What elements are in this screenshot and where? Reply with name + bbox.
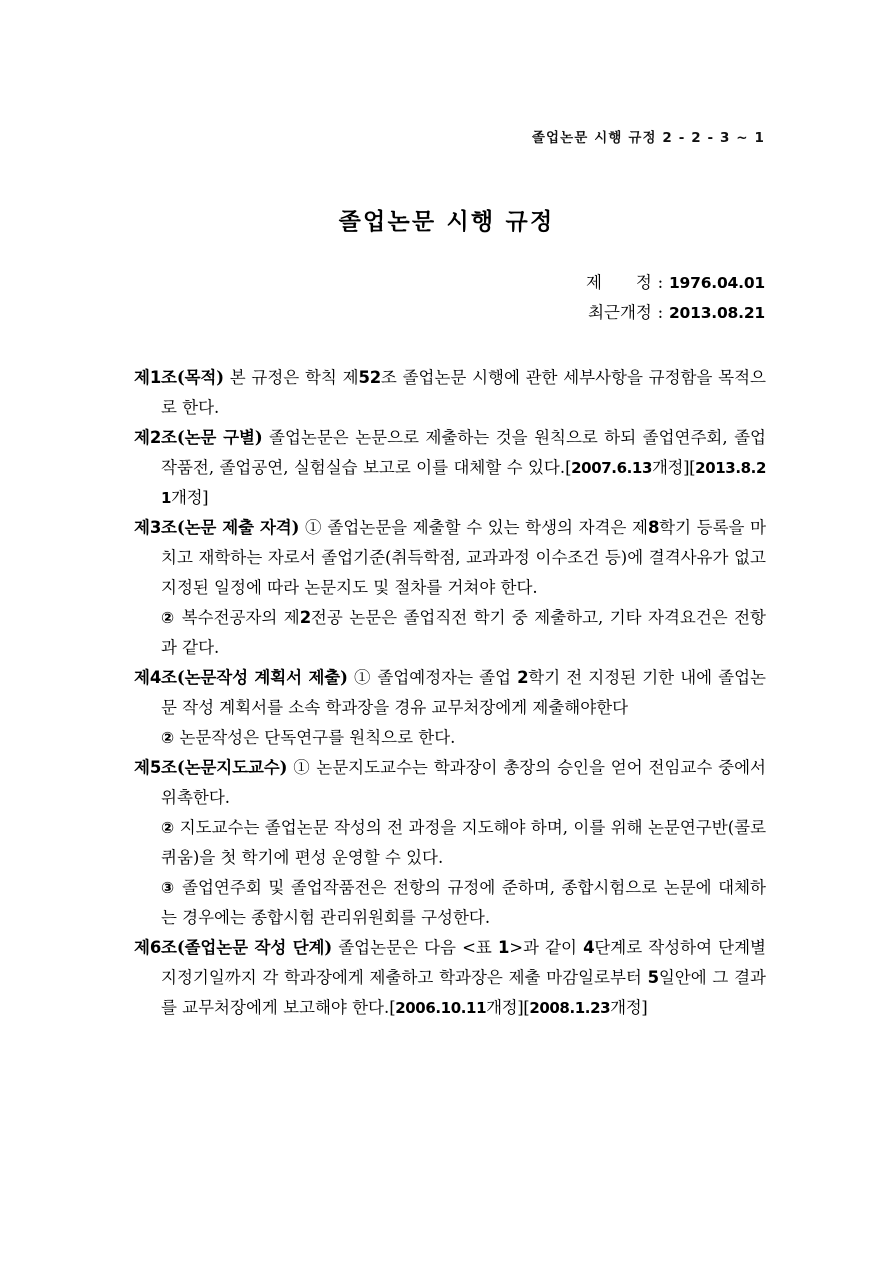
clause-text: 논문작성은 단독연구를 원칙으로 한다. [174, 728, 456, 747]
enactment-dates [586, 268, 765, 328]
inline-numeral: 52 [358, 368, 381, 387]
article-6-heading: 제6조(졸업논문 작성 단계) [134, 938, 333, 957]
article-3-text: ① 졸업논문을 제출할 수 있는 학생의 자격은 제8학기 등록을 마치고 재학하는 자로서 졸업기준(취득학점, 교과과정 이수조건 등)에 결격사유가 없고 지정된 일정에 따라 논문지도 및 절차를 거쳐야 한다. [161, 518, 767, 597]
article-1-paragraph [134, 363, 766, 423]
enactment-date-value: 1976.04.01 [668, 274, 765, 292]
article-3-clause-2 [134, 603, 766, 663]
running-header: 졸업논문 시행 규정 2 - 2 - 3 ~ 1 [531, 130, 765, 146]
article-2-text: 졸업논문은 논문으로 제출하는 것을 원칙으로 하되 졸업연주회, 졸업작품전, 졸업공연, 실험실습 보고로 이를 대체할 수 있다.[2007.6.13개정][2013.8.21개정] [161, 428, 766, 507]
inline-numeral: 5 [149, 758, 162, 777]
article-1-text: 본 규정은 학칙 제52조 졸업논문 시행에 관한 세부사항을 규정함을 목적으로 한다. [161, 368, 766, 417]
revision-label: 최근개정 [588, 303, 652, 322]
inline-numeral: 3 [149, 518, 162, 537]
inline-numeral: 1 [498, 938, 510, 957]
article-4-paragraph [134, 663, 766, 723]
article-1-heading: 제1조(목적) [134, 368, 224, 387]
article-2-paragraph [134, 423, 766, 513]
article-3-paragraph [134, 513, 766, 603]
article-6 [134, 933, 766, 1023]
article-2 [134, 423, 766, 513]
enactment-label: 제 [585, 273, 602, 292]
inline-numeral: 2 [299, 608, 311, 627]
clause-marker: ③ [161, 879, 176, 897]
article-4-heading: 제4조(논문작성 계획서 제출) [134, 668, 348, 687]
clause-text: 지도교수는 졸업논문 작성의 전 과정을 지도해야 하며, 이를 위해 논문연구반(콜로퀴움)을 첫 학기에 편성 운영할 수 있다. [161, 818, 767, 867]
article-5 [134, 753, 766, 933]
article-5-heading: 제5조(논문지도교수) [134, 758, 288, 777]
article-4-clause-2 [134, 723, 766, 753]
page-title: 졸업논문 시행 규정 [338, 208, 555, 235]
inline-numeral: 4 [149, 668, 162, 687]
article-6-paragraph [134, 933, 766, 1023]
article-5-clause-2 [134, 813, 766, 873]
inline-numeral: 4 [583, 938, 595, 957]
amendment-note: [2007.6.13개정] [565, 458, 690, 477]
article-5-paragraph [134, 753, 766, 813]
article-6-text: 졸업논문은 다음 <표 1>과 같이 4단계로 작성하여 단계별 지정기일까지 각 학과장에게 제출하고 학과장은 제출 마감일로부터 5일안에 그 결과를 교무처장에게 보고해야 한다.[2006.10.11개정][2008.1.23개정] [161, 938, 766, 1017]
amendment-note: [2013.8.21개정] [161, 458, 766, 507]
inline-numeral: 2 [149, 428, 162, 447]
article-2-heading: 제2조(논문 구별) [134, 428, 263, 447]
inline-numeral: 8 [647, 518, 660, 537]
clause-marker: ② [161, 819, 175, 837]
amendment-note: [2006.10.11개정] [389, 998, 524, 1017]
article-1 [134, 363, 766, 423]
revision-date-value: 2013.08.21 [668, 304, 765, 322]
article-4 [134, 663, 766, 753]
enactment-label-tail: 정 [635, 273, 652, 292]
clause-marker: ② [161, 729, 175, 747]
inline-numeral: 2 [517, 668, 529, 687]
article-5-clause-3 [134, 873, 766, 933]
article-4-text: ① 졸업예정자는 졸업 2학기 전 지정된 기한 내에 졸업논문 작성 계획서를 소속 학과장을 경유 교무처장에게 제출해야한다 [161, 668, 766, 717]
clause-marker: ② [161, 609, 176, 627]
amendment-note: [2008.1.23개정] [523, 998, 648, 1017]
revision-date-row [586, 298, 765, 328]
clause-text: 졸업연주회 및 졸업작품전은 전항의 규정에 준하며, 종합시험으로 논문에 대체하는 경우에는 종합시험 관리위원회를 구성한다. [161, 878, 766, 927]
inline-numeral: 6 [149, 938, 162, 957]
revision-separator: : [657, 303, 664, 322]
enactment-separator: : [657, 273, 664, 292]
clause-text: 복수전공자의 제2전공 논문은 졸업직전 학기 중 제출하고, 기타 자격요건은 전항과 같다. [161, 608, 766, 657]
article-3-heading: 제3조(논문 제출 자격) [134, 518, 300, 537]
article-3 [134, 513, 766, 663]
inline-numeral: 1 [149, 368, 162, 387]
article-5-text: ① 논문지도교수는 학과장이 총장의 승인을 얻어 전임교수 중에서 위촉한다. [161, 758, 766, 807]
inline-numeral: 5 [647, 968, 659, 987]
enactment-date-row [586, 268, 765, 298]
regulation-body [134, 363, 766, 1023]
